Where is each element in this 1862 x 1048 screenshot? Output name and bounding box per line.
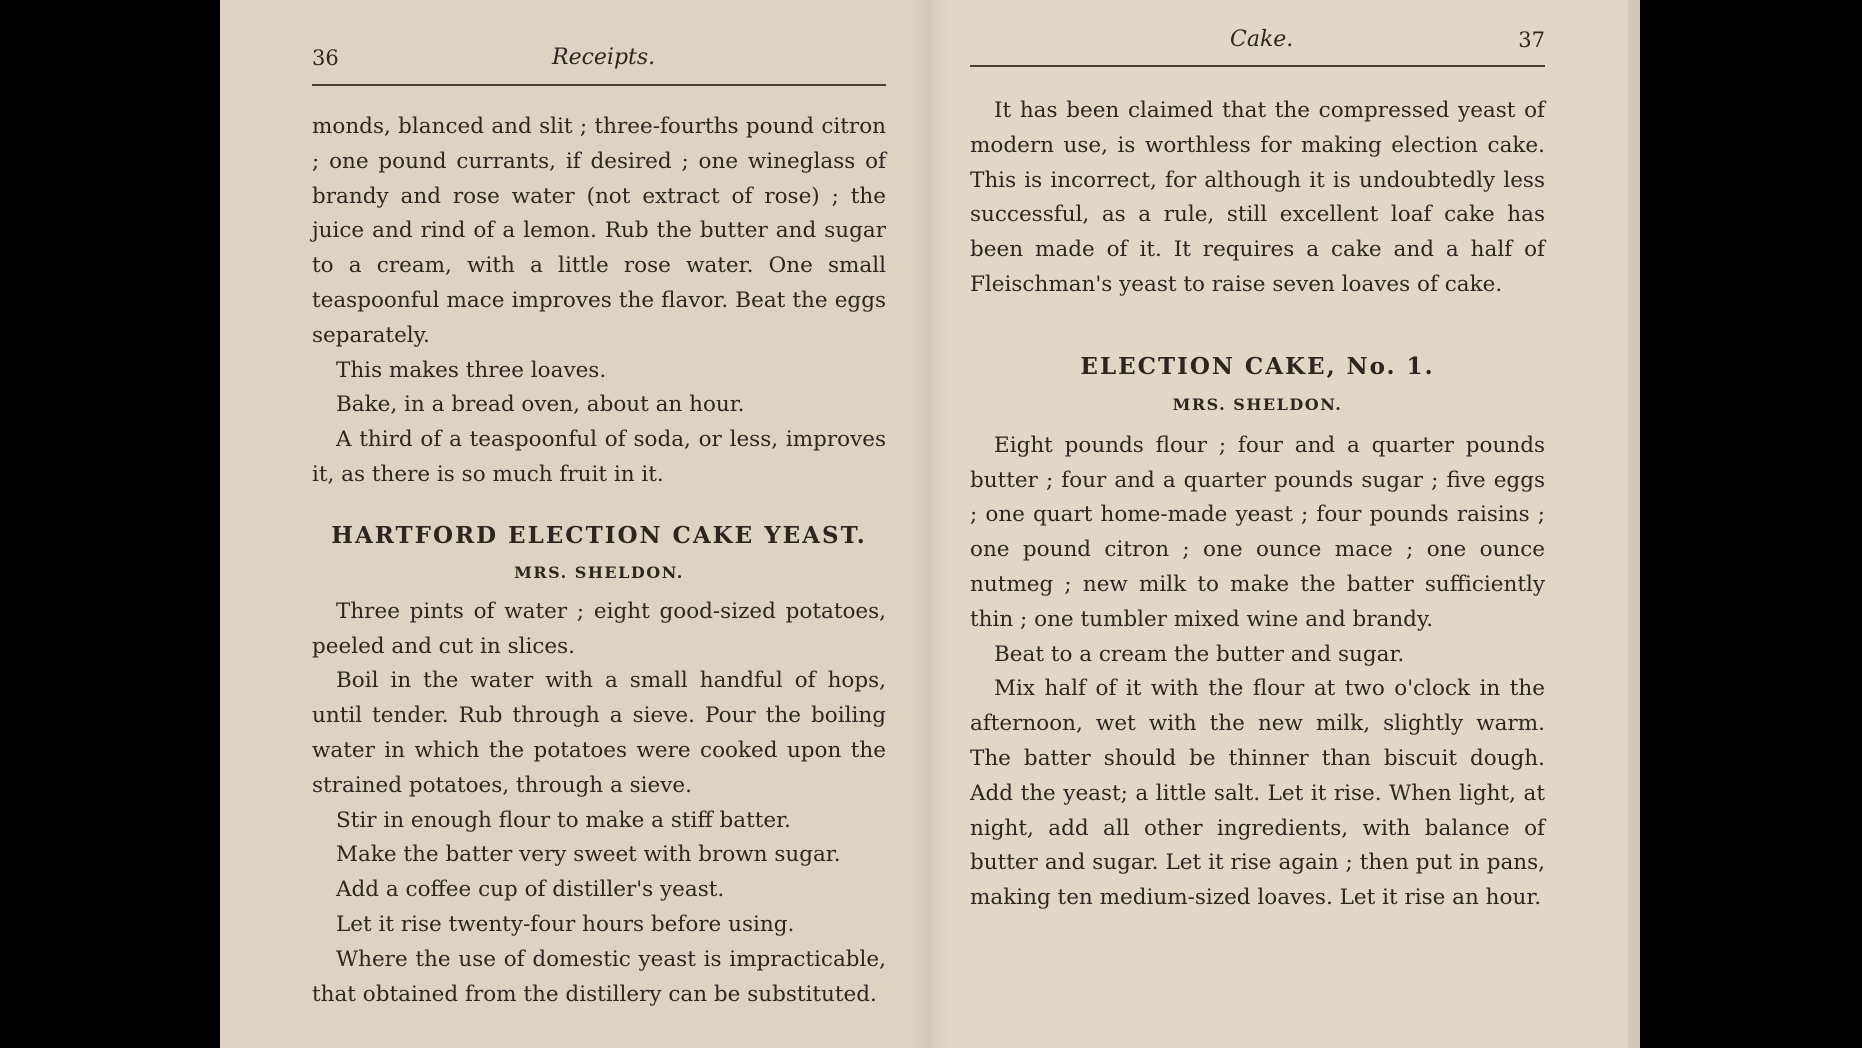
left-recipe-paragraph: Let it rise twenty-four hours before using.	[336, 911, 795, 937]
left-recipe-paragraph: Where the use of domestic yeast is impracticable, that obtained from the distillery can be substituted.	[312, 946, 886, 1007]
page-edge	[1628, 0, 1640, 1048]
left-recipe-paragraph: Three pints of water ; eight good-sized potatoes, peeled and cut in slices.	[312, 598, 886, 659]
left-running-head	[312, 40, 886, 72]
right-page-number: 37	[1518, 28, 1545, 52]
right-recipe-title: ELECTION CAKE, No. 1.	[1080, 352, 1435, 380]
right-recipe-author: MRS. SHELDON.	[1172, 394, 1343, 414]
left-recipe-title: HARTFORD ELECTION CAKE YEAST.	[331, 521, 867, 549]
right-header-rule	[970, 65, 1545, 67]
left-recipe-paragraph: Boil in the water with a small handful of hops, until tender. Rub through a sieve. Pour the boiling water in which the potatoes were cooked upon the strained potatoes, through a sieve.	[312, 668, 886, 798]
left-recipe-paragraph: Make the batter very sweet with brown sugar.	[336, 842, 841, 868]
left-page	[220, 0, 930, 1048]
right-page	[930, 0, 1640, 1048]
left-continued-paragraph: Bake, in a bread oven, about an hour.	[336, 392, 745, 418]
right-recipe-paragraph: Eight pounds flour ; four and a quarter pounds butter ; four and a quarter pounds sugar ; five eggs ; one quart home-made yeast ; four pounds raisins ; one pound citron ; one ounce mace ; one ounce nutmeg ; new milk to make the batter sufficiently thin ; one tumbler mixed wine and brandy.	[970, 432, 1545, 632]
left-continued-paragraph: This makes three loaves.	[336, 357, 607, 383]
left-recipe-paragraph: Stir in enough flour to make a stiff batter.	[336, 807, 791, 833]
right-running-title: Cake.	[1230, 27, 1294, 52]
left-recipe-author: MRS. SHELDON.	[514, 562, 684, 582]
right-text-column	[970, 94, 1545, 916]
left-continued-paragraph: monds, blanced and slit ; three-fourths pound citron ; one pound currants, if desired ; one wineglass of brandy and rose water (not extract of rose) ; the juice and rind of a lemon. Rub the butter and sugar to a cream, with a little rose water. One small teaspoonful mace improves the flavor. Beat the eggs separately.	[312, 114, 886, 348]
left-page-number: 36	[312, 46, 339, 70]
right-intro-paragraph: It has been claimed that the compressed yeast of modern use, is worthless for making election cake. This is incorrect, for although it is undoubtedly less successful, as a rule, still excellent loaf cake has been made of it. It requires a cake and a half of Fleischman's yeast to raise seven loaves of cake.	[970, 98, 1545, 297]
book-spread	[220, 0, 1640, 1048]
right-recipe-paragraph: Beat to a cream the butter and sugar.	[994, 641, 1405, 667]
left-running-title: Receipts.	[552, 45, 656, 70]
left-recipe-paragraph: Add a coffee cup of distiller's yeast.	[336, 877, 725, 903]
left-text-column	[312, 110, 886, 1012]
right-recipe-paragraph: Mix half of it with the flour at two o'clock in the afternoon, wet with the new milk, slightly warm. The batter should be thinner than biscuit dough. Add the yeast; a little salt. Let it rise. When light, at night, add all other ingredients, with balance of butter and sugar. Let it rise again ; then put in pans, making ten medium-sized loaves. Let it rise an hour.	[970, 676, 1545, 911]
book-gutter	[910, 0, 950, 1048]
left-continued-paragraph: A third of a teaspoonful of soda, or less, improves it, as there is so much fruit in it.	[312, 427, 886, 487]
left-header-rule	[312, 84, 886, 86]
right-running-head	[970, 22, 1545, 54]
